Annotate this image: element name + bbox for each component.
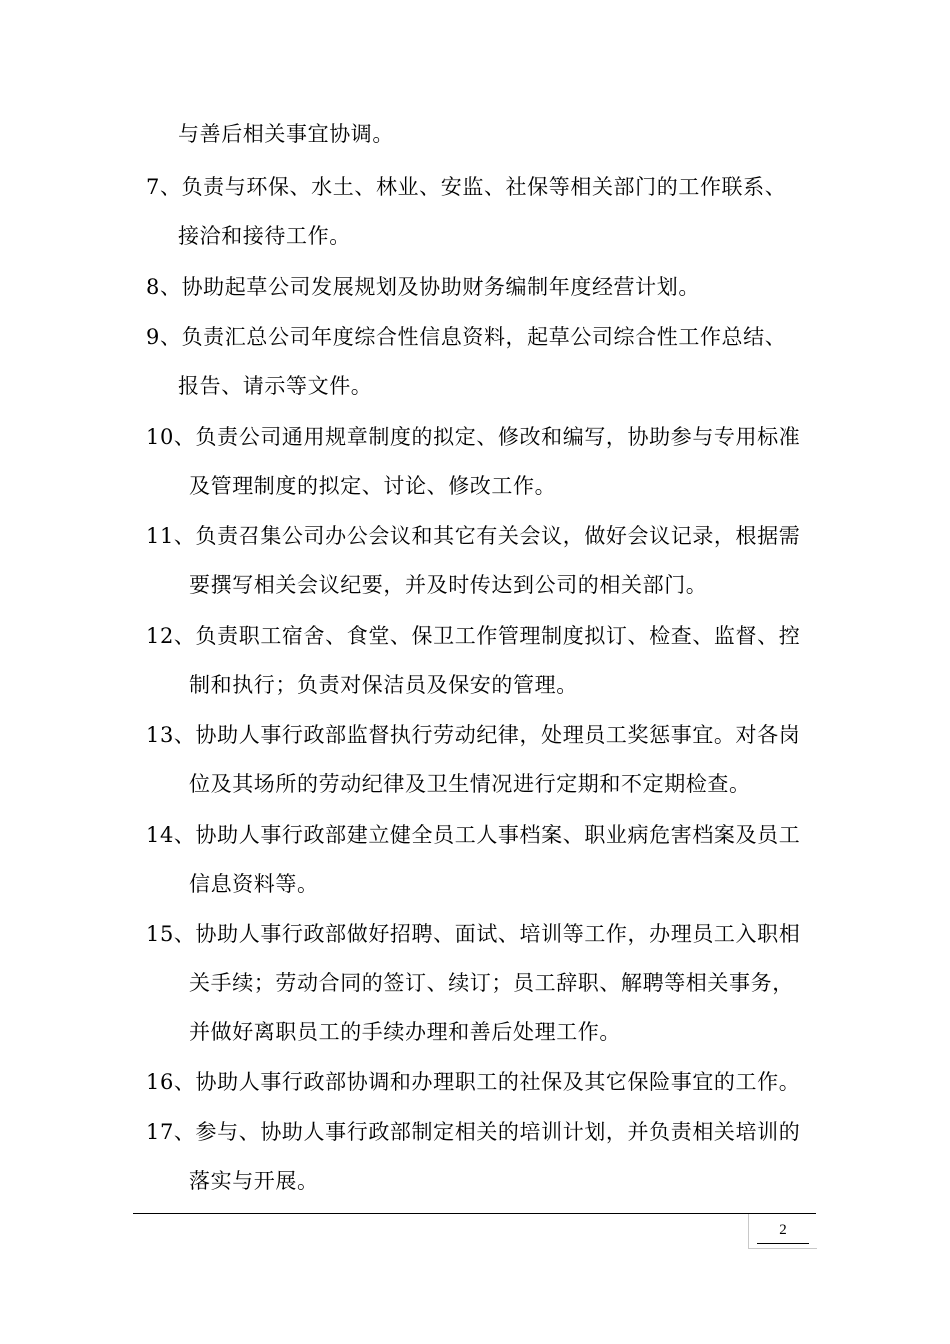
item-text-line: 与善后相关事宜协调。 xyxy=(178,122,394,146)
item-text-line: 17、参与、协助人事行政部制定相关的培训计划，并负责相关培训的 xyxy=(146,1120,801,1144)
page-number-underline xyxy=(757,1243,809,1244)
item-number: 10、 xyxy=(146,425,196,449)
item-text-line: 并做好离职员工的手续办理和善后处理工作。 xyxy=(189,1020,621,1044)
item-number: 7、 xyxy=(146,175,182,199)
footer-divider xyxy=(133,1213,816,1214)
item-number: 13、 xyxy=(146,723,196,747)
item-number: 11、 xyxy=(146,524,196,548)
item-text-line: 16、协助人事行政部协调和办理职工的社保及其它保险事宜的工作。 xyxy=(146,1070,801,1094)
item-number: 15、 xyxy=(146,922,196,946)
item-text-line: 13、协助人事行政部监督执行劳动纪律，处理员工奖惩事宜。对各岗 xyxy=(146,723,801,747)
item-number: 8、 xyxy=(146,275,182,299)
item-text-line: 报告、请示等文件。 xyxy=(178,374,373,398)
item-text-line: 信息资料等。 xyxy=(189,872,319,896)
page-number-box xyxy=(748,1214,817,1249)
item-number: 16、 xyxy=(146,1070,196,1094)
item-text-line: 接洽和接待工作。 xyxy=(178,224,351,248)
item-text-line: 7、负责与环保、水土、林业、安监、社保等相关部门的工作联系、 xyxy=(146,175,787,199)
item-number: 17、 xyxy=(146,1120,196,1144)
item-text-line: 要撰写相关会议纪要，并及时传达到公司的相关部门。 xyxy=(189,573,708,597)
item-text-line: 10、负责公司通用规章制度的拟定、修改和编写，协助参与专用标准 xyxy=(146,425,801,449)
item-number: 9、 xyxy=(146,325,182,349)
item-text-line: 落实与开展。 xyxy=(189,1169,319,1193)
item-text-line: 9、负责汇总公司年度综合性信息资料，起草公司综合性工作总结、 xyxy=(146,325,787,349)
item-text-line: 制和执行；负责对保洁员及保安的管理。 xyxy=(189,673,578,697)
item-text-line: 14、协助人事行政部建立健全员工人事档案、职业病危害档案及员工 xyxy=(146,823,801,847)
item-text-line: 15、协助人事行政部做好招聘、面试、培训等工作，办理员工入职相 xyxy=(146,922,801,946)
item-number: 12、 xyxy=(146,624,196,648)
item-text-line: 位及其场所的劳动纪律及卫生情况进行定期和不定期检查。 xyxy=(189,772,751,796)
page-number: 2 xyxy=(779,1222,787,1238)
item-text-line: 8、协助起草公司发展规划及协助财务编制年度经营计划。 xyxy=(146,275,700,299)
item-text-line: 关手续；劳动合同的签订、续订；员工辞职、解聘等相关事务， xyxy=(189,971,794,995)
item-text-line: 及管理制度的拟定、讨论、修改工作。 xyxy=(189,474,557,498)
item-text-line: 12、负责职工宿舍、食堂、保卫工作管理制度拟订、检查、监督、控 xyxy=(146,624,801,648)
item-number: 14、 xyxy=(146,823,196,847)
item-text-line: 11、负责召集公司办公会议和其它有关会议，做好会议记录，根据需 xyxy=(146,524,801,548)
